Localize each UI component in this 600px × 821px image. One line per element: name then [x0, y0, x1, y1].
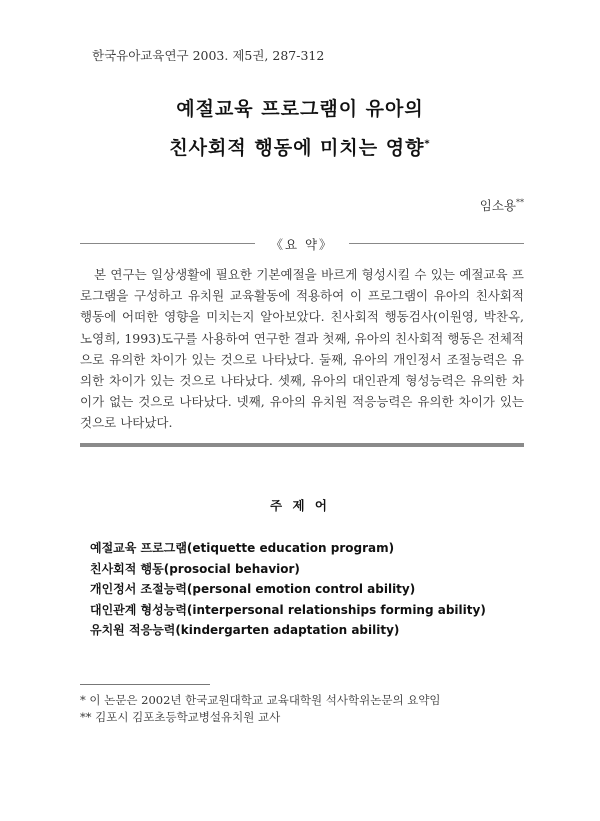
abstract-divider: [80, 443, 524, 447]
footnote-1: * 이 논문은 2002년 한국교원대학교 교육대학원 석사학위논문의 요약임: [80, 693, 441, 707]
journal-citation: 한국유아교육연구 2003. 제5권, 287-312: [92, 48, 325, 63]
abstract-heading-row: [80, 235, 524, 251]
keyword-item: 예절교육 프로그램(etiquette education program): [90, 541, 395, 555]
keywords-heading: 주 제 어: [270, 498, 330, 513]
keyword-item: 개인정서 조절능력(personal emotion control ability): [90, 582, 416, 596]
title-text-2: 친사회적 행동에 미치는 영향: [169, 137, 425, 159]
title-text-1: 예절교육 프로그램이 유아의: [176, 98, 424, 120]
abstract-heading: 《요 약》: [270, 237, 334, 252]
footnotes: [80, 692, 441, 726]
abstract-text: 본 연구는 일상생활에 필요한 기본예절을 바르게 형성시킬 수 있는 예절교육 프로그램을 구성하고 유치원 교육활동에 적용하여 이 프로그램이 유아의 친사회적 행동에 어떠한 영향을 미치는지 알아보았다. 친사회적 행동검사(이원영, 박찬옥, 노영희, 1993)도구를 사용하여 연구한 결과 첫째, 유아의 친사회적 행동은 전체적으로 유의한 차이가 있는 것으로 나타났다. 둘째, 유아의 개인정서 조절능력은 유의한 차이가 있는 것으로 나타났다. 셋째, 유아의 대인관계 형성능력은 유의한 차이가 없는 것으로 나타났다. 넷째, 유아의 유치원 적응능력은 유의한 차이가 있는 것으로 나타났다.: [80, 267, 524, 431]
keyword-item: 친사회적 행동(prosocial behavior): [90, 561, 300, 576]
abstract-body: [80, 264, 524, 434]
author-name: 임소용: [479, 198, 516, 213]
keyword-item: 유치원 적응능력(kindergarten adaptation ability): [90, 623, 400, 637]
footnote-2: ** 김포시 김포초등학교병설유치원 교사: [80, 710, 281, 724]
author-footnote-marker: **: [516, 197, 524, 207]
footnote-rule: [80, 684, 210, 685]
author: [480, 196, 524, 214]
title-footnote-marker: *: [424, 138, 431, 150]
paper-title-line-1: [0, 94, 600, 121]
keyword-item: 대인관계 형성능력(interpersonal relationships forming ability): [90, 602, 486, 617]
paper-title-line-2: [0, 133, 600, 160]
keyword-list: [90, 538, 486, 641]
abstract-rule-right: [349, 243, 524, 244]
